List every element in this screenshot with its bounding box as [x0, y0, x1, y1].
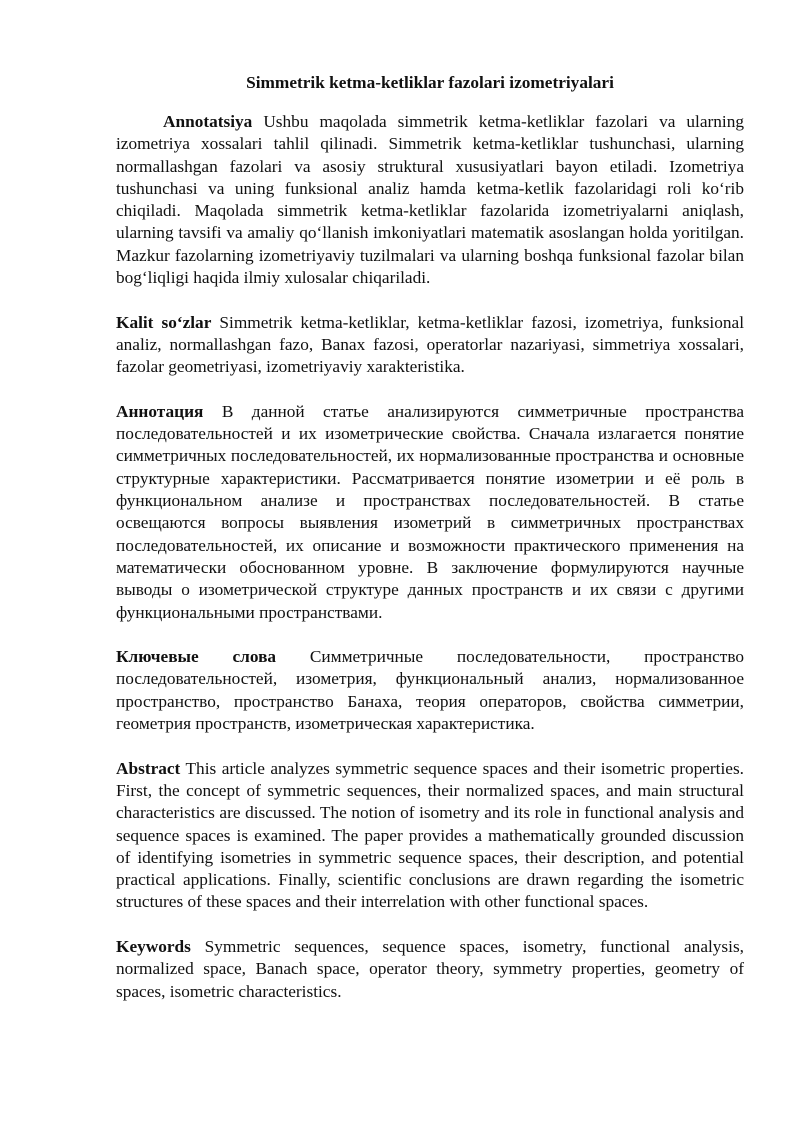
annotation-uz-text: Ushbu maqolada simmetrik ketma-ketliklar fazolari va ularning izometriya xossalari tahlil qilinadi. Simmetrik ketma-ketliklar tushunchasi, ularning normallashgan fazolari va asosiy struktural xususiyatlari bayon etiladi. Izometriya tushunchasi va uning funksional analiz hamda ketma-ketlik fazolaridagi roli ko‘rib chiqiladi. Maqolada simmetrik ketma-ketliklar fazolarida izometriyalarni aniqlash, ularning tavsifi va amaliy qo‘llanish imkoniyatlari matematik asoslangan holda yoritilgan. Mazkur fazolarning izometriyaviy tuzilmalari va ularning boshqa funksional fazolar bilan bog‘liqligi haqida ilmiy xulosalar chiqariladi.	[116, 112, 744, 288]
annotation-ru-label: Аннотация	[116, 401, 204, 421]
keywords-ru-label: Ключевые слова	[116, 647, 277, 667]
abstract-en-label: Abstract	[116, 758, 181, 778]
annotation-uz-label: Annotatsiya	[163, 112, 253, 131]
annotation-ru-text: В данной статье анализируются симметричные пространства последовательностей и их изометрические свойства. Сначала излагается понятие симметричных последовательностей, их нормализованные пространства и основные структурные характеристики. Рассматривается понятие изометрии и её роль в функциональном анализе и пространствах последовательностей. В статье освещаются вопросы выявления изометрий в симметричных пространствах последовательностей, их описание и возможности практического применения на математически обоснованном уровне. В заключение формулируются научные выводы о изометрической структуре данных пространств и их связи с другими функциональными пространствами.	[116, 401, 744, 622]
keywords-uz-paragraph	[116, 312, 744, 379]
annotation-ru-paragraph	[116, 401, 744, 624]
keywords-ru-paragraph	[116, 646, 744, 735]
keywords-en-paragraph	[116, 936, 744, 1003]
keywords-uz-label: Kalit so‘zlar	[116, 312, 212, 332]
keywords-ru-text: Симметричные последовательности, пространство последовательностей, изометрия, функциональный анализ, нормализованное пространство, пространство Банаха, теория операторов, свойства симметрии, геометрия пространств, изометрическая характеристика.	[116, 647, 744, 734]
abstract-en-paragraph	[116, 758, 744, 914]
keywords-uz-text: Simmetrik ketma-ketliklar, ketma-ketliklar fazosi, izometriya, funksional analiz, normallashgan fazo, Banax fazosi, operatorlar nazariyasi, simmetriya xossalari, fazolar geometriyasi, izometriyaviy xarakteristika.	[116, 312, 744, 377]
paper-title: Simmetrik ketma-ketliklar fazolari izometriyalari	[246, 73, 614, 92]
document-page	[116, 72, 744, 1025]
abstract-en-text: This article analyzes symmetric sequence spaces and their isometric properties. First, the concept of symmetric sequences, their normalized spaces, and main structural characteristics are discussed. The notion of isometry and its role in functional analysis and sequence spaces is examined. The paper provides a mathematically grounded discussion of identifying isometries in symmetric sequence spaces, their description, and potential practical applications. Finally, scientific conclusions are drawn regarding the isometric structures of these spaces and their interrelation with other functional spaces.	[116, 758, 744, 912]
keywords-en-label: Keywords	[116, 936, 191, 956]
keywords-en-text: Symmetric sequences, sequence spaces, isometry, functional analysis, normalized space, Banach space, operator theory, symmetry properties, geometry of spaces, isometric characteristics.	[116, 936, 744, 1001]
annotation-uz-paragraph	[116, 111, 744, 289]
